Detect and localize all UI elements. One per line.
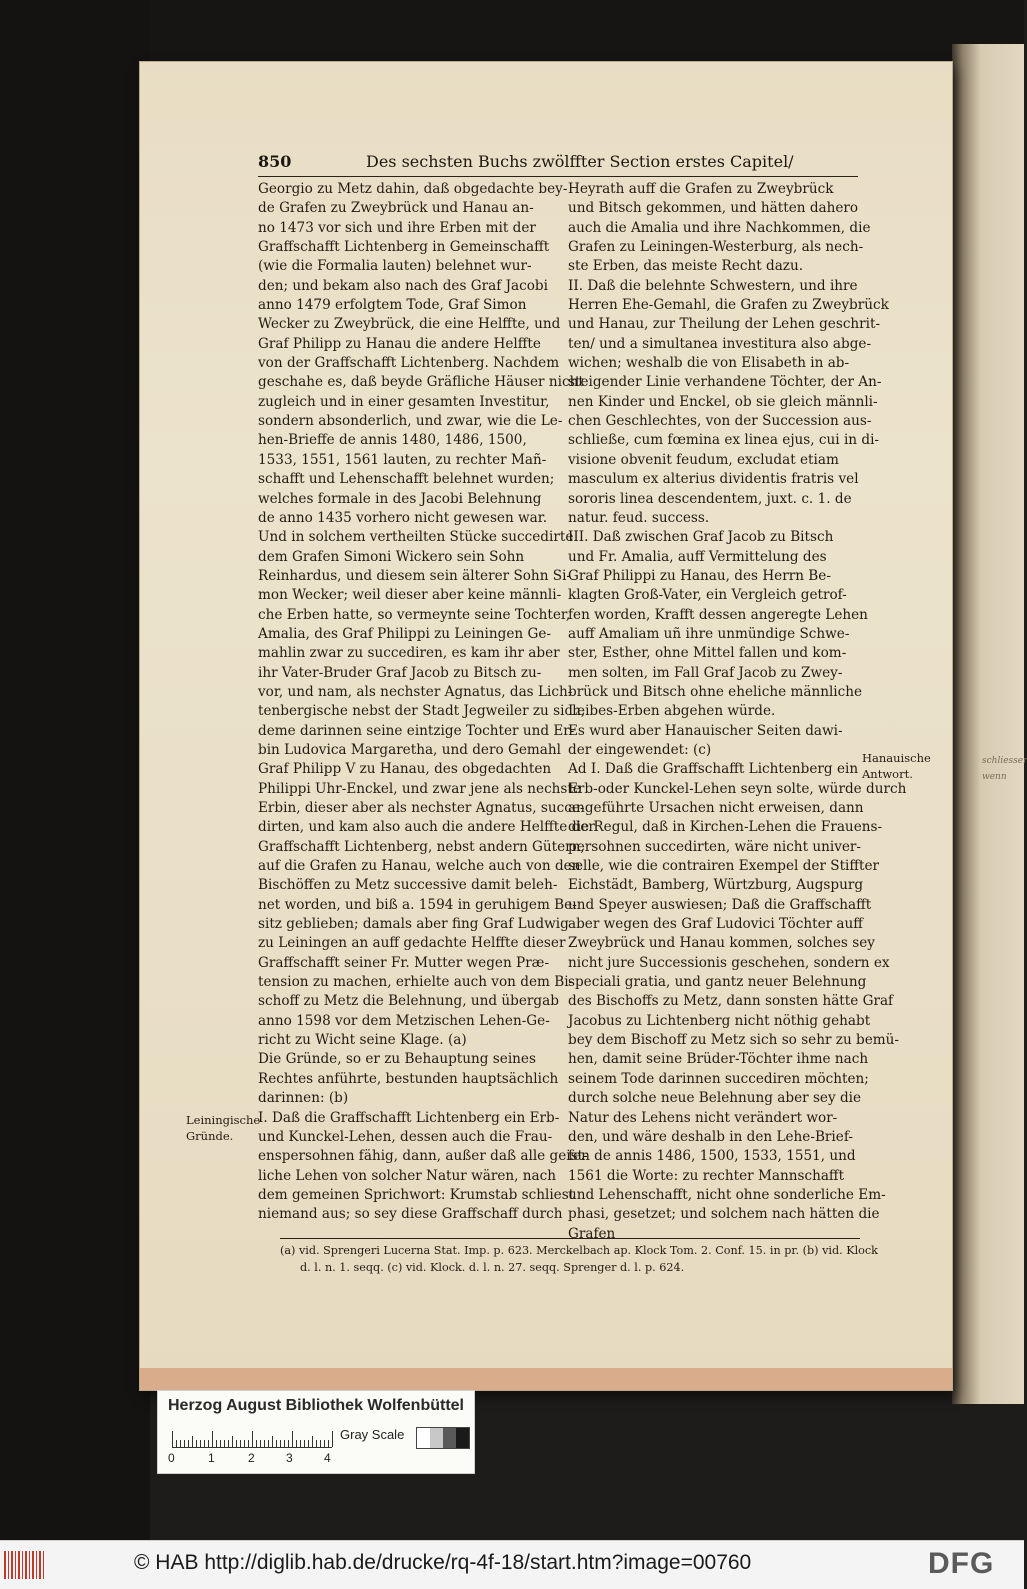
text-line: enspersohnen fähig, dann, außer daß alle geist-	[258, 1148, 588, 1165]
text-line: visione obvenit feudum, excludat etiam	[568, 451, 839, 468]
text-line: Leibes-Erben abgehen würde.	[568, 703, 776, 720]
text-line: welches formale in des Jacobi Belehnung	[258, 490, 542, 507]
text-line: Rechtes anführte, bestunden hauptsächlich	[258, 1070, 559, 1087]
text-line: anno 1598 vor dem Metzischen Lehen-Ge-	[258, 1012, 550, 1029]
text-line: Herren Ehe-Gemahl, die Grafen zu Zweybrück	[568, 297, 889, 314]
text-line: klagten Groß-Vater, ein Vergleich getrof-	[568, 587, 847, 604]
adjacent-page-fragment: schliesser	[982, 756, 1027, 766]
text-line: schafft und Lehenschafft belehnet wurden;	[258, 471, 555, 488]
dfg-logo: DFG	[928, 1547, 995, 1580]
ruler-tick	[236, 1440, 237, 1447]
text-line: niemand aus; so sey diese Graffschaff durch	[258, 1206, 563, 1223]
text-line: den, und wäre deshalb in den Lehe-Brief-	[568, 1128, 853, 1145]
text-line: auch die Amalia und ihre Nachkommen, die	[568, 219, 871, 236]
margin-note-line: Hanauische	[862, 751, 931, 765]
text-line: nicht jure Successionis geschehen, sondern ex	[568, 954, 890, 971]
text-line: zugleich und in einer gesamten Investitur,	[258, 393, 550, 410]
ruler-tick	[252, 1431, 253, 1447]
ruler-tick	[192, 1436, 193, 1447]
text-line: dem gemeinen Sprichwort: Krumstab schliest	[258, 1186, 575, 1203]
text-line: sondern absonderlich, und zwar, wie die Le-	[258, 413, 563, 430]
text-line: steigender Linie verhandene Töchter, der An-	[568, 374, 882, 391]
ruler-tick	[176, 1440, 177, 1447]
text-line: Heyrath auff die Grafen zu Zweybrück	[568, 181, 834, 197]
text-line: und Fr. Amalia, auff Vermittelung des	[568, 548, 827, 565]
margin-note-line: Antwort.	[862, 767, 913, 781]
text-line: anno 1479 erfolgtem Tode, Graf Simon	[258, 297, 527, 314]
text-line: mon Wecker; weil dieser aber keine männli-	[258, 587, 562, 604]
running-head	[258, 152, 858, 177]
footnotes	[280, 1238, 878, 1276]
text-line: masculum ex alterius dividentis fratris vel	[568, 471, 859, 488]
ruler-tick	[324, 1440, 325, 1447]
text-line: Philippi Uhr-Enckel, und zwar jene als nechste	[258, 780, 581, 797]
text-line: von der Graffschafft Lichtenberg. Nachdem	[258, 355, 560, 372]
text-line: de Grafen zu Zweybrück und Hanau an-	[258, 200, 534, 217]
text-line: richt zu Wicht seine Klage. (a)	[258, 1032, 467, 1049]
ruler-tick	[280, 1440, 281, 1447]
text-line: hen, damit seine Brüder-Töchter ihme nach	[568, 1051, 869, 1068]
text-line: und Hanau, zur Theilung der Lehen geschrit-	[568, 316, 881, 333]
text-line: phasi, gesetzet; und solchem nach hätten die	[568, 1206, 880, 1223]
text-line: bin Ludovica Margaretha, und dero Gemahl	[258, 741, 561, 758]
ruler-tick	[204, 1440, 205, 1447]
footnote-line: (a) vid. Sprengeri Lucerna Stat. Imp. p. 623. Merckelbach ap. Klock Tom. 2. Conf. 15. in pr. (b) vid. Klock	[280, 1244, 878, 1257]
ruler-number: 1	[208, 1451, 215, 1465]
text-line: Und in solchem vertheilten Stücke succedirte	[258, 529, 574, 546]
text-line: tension zu machen, erhielte auch von dem Bi-	[258, 974, 574, 991]
page-edge	[140, 1368, 952, 1390]
text-line: Graf Philippi zu Hanau, des Herrn Be-	[568, 567, 831, 584]
text-line: ster, Esther, ohne Mittel fallen und kom-	[568, 645, 847, 662]
color-target	[157, 1390, 475, 1474]
text-line: auff Amaliam uñ ihre unmündige Schwe-	[568, 625, 850, 642]
footnote-line: d. l. n. 1. seqq. (c) vid. Klock. d. l. n. 27. seqq. Sprenger d. l. p. 624.	[300, 1261, 685, 1274]
ruler-tick	[216, 1440, 217, 1447]
ruler-tick	[312, 1436, 313, 1447]
copyright-link[interactable]: © HAB http://diglib.hab.de/drucke/rq-4f-18/start.htm?image=00760	[134, 1551, 752, 1574]
ruler-tick	[224, 1440, 225, 1447]
ruler-tick	[320, 1440, 321, 1447]
text-line: Zweybrück und Hanau kommen, solches sey	[568, 935, 875, 952]
ruler-number: 0	[168, 1451, 175, 1465]
ruler-number: 2	[248, 1451, 255, 1465]
text-line: chen Geschlechtes, von der Succession aus-	[568, 413, 872, 430]
text-line: men solten, im Fall Graf Jacob zu Zwey-	[568, 664, 843, 681]
text-line: dirten, und kam also auch die andere Helffte der	[258, 819, 595, 836]
footer-bar	[0, 1540, 1024, 1589]
text-line: Georgio zu Metz dahin, daß obgedachte bey-	[258, 181, 568, 197]
text-line: Graffschafft Lichtenberg in Gemeinschafft	[258, 239, 550, 256]
text-line: ten/ und a simultanea investitura also abge-	[568, 335, 872, 352]
text-line: vor, und nam, als nechster Agnatus, das Lich-	[258, 683, 573, 700]
text-line: II. Daß die belehnte Schwestern, und ihre	[568, 277, 858, 294]
text-line: der eingewendet: (c)	[568, 741, 712, 758]
text-line: selle, wie die contrairen Exempel der Stiffter	[568, 858, 880, 875]
text-line: ste Erben, das meiste Recht dazu.	[568, 258, 804, 275]
text-line: natur. feud. success.	[568, 509, 710, 526]
adjacent-page	[952, 44, 1027, 1404]
book-page	[140, 62, 952, 1390]
text-line: mahlin zwar zu succediren, es kam ihr aber	[258, 645, 560, 662]
margin-note-line: Leiningische	[186, 1113, 261, 1127]
ruler-tick	[180, 1440, 181, 1447]
text-line: aber wegen des Graf Ludovici Töchter auff	[568, 916, 863, 933]
gray-swatch	[417, 1428, 430, 1448]
text-line: fen worden, Krafft dessen angeregte Lehen	[568, 606, 868, 623]
text-line: Eichstädt, Bamberg, Würtzburg, Augspurg	[568, 877, 864, 894]
ruler-tick	[248, 1440, 249, 1447]
left-column	[258, 180, 595, 1225]
text-line: speciali gratia, und gantz neuer Belehnung	[568, 974, 867, 991]
scale-ruler	[172, 1429, 332, 1448]
ruler-tick	[300, 1440, 301, 1447]
text-line: die Regul, daß in Kirchen-Lehen die Frauens-	[568, 819, 883, 836]
text-line: und Kunckel-Lehen, dessen auch die Frau-	[258, 1128, 553, 1145]
text-line: III. Daß zwischen Graf Jacob zu Bitsch	[568, 529, 834, 546]
scan-background-left	[0, 0, 150, 1540]
ruler-tick	[208, 1440, 209, 1447]
ruler-tick	[260, 1440, 261, 1447]
text-line: schoff zu Metz die Belehnung, und übergab	[258, 993, 559, 1010]
text-line: Bischöffen zu Metz successive damit beleh-	[258, 877, 558, 894]
ruler-tick	[332, 1431, 333, 1447]
text-line: Wecker zu Zweybrück, die eine Helffte, und	[258, 316, 561, 333]
text-line: persohnen succedirten, wäre nicht univer-	[568, 838, 862, 855]
hab-logo-icon	[4, 1551, 44, 1579]
margin-note-line: Gründe.	[186, 1129, 234, 1143]
ruler-tick	[304, 1440, 305, 1447]
text-line: 1561 die Worte: zu rechter Mannschafft	[568, 1167, 845, 1184]
adjacent-page-fragment: wenn	[982, 772, 1007, 782]
ruler-tick	[288, 1440, 289, 1447]
ruler-tick	[184, 1440, 185, 1447]
text-line: darinnen: (b)	[258, 1090, 349, 1107]
text-line: deme darinnen seine eintzige Tochter und Er-	[258, 722, 575, 739]
ruler-tick	[200, 1440, 201, 1447]
running-title: Des sechsten Buchs zwölffter Section erstes Capitel/	[366, 152, 794, 171]
text-line: wichen; weshalb die von Elisabeth in ab-	[568, 355, 850, 372]
text-line: no 1473 vor sich und ihre Erben mit der	[258, 219, 536, 236]
text-line: (wie die Formalia lauten) belehnet wur-	[258, 258, 532, 275]
ruler-tick	[276, 1440, 277, 1447]
text-line: des Bischoffs zu Metz, dann sonsten hätte Graf	[568, 993, 894, 1010]
gray-swatch	[430, 1428, 443, 1448]
text-line: che Erben hatte, so vermeynte seine Tochter,	[258, 606, 571, 623]
ruler-tick	[284, 1440, 285, 1447]
ruler-tick	[268, 1440, 269, 1447]
ruler-tick	[232, 1436, 233, 1447]
ruler-number: 3	[286, 1451, 293, 1465]
scan-background-top	[0, 0, 1024, 66]
text-line: Jacobus zu Lichtenberg nicht nöthig gehabt	[568, 1012, 871, 1029]
ruler-tick	[328, 1440, 329, 1447]
text-line: sororis linea descendentem, juxt. c. 1. de	[568, 490, 852, 507]
text-line: Erbin, dieser aber als nechster Agnatus, succe-	[258, 800, 585, 816]
text-line: de anno 1435 vorhero nicht gewesen war.	[258, 509, 548, 526]
text-line: Grafen	[568, 1225, 616, 1242]
text-line: brück und Bitsch ohne eheliche männliche	[568, 683, 863, 700]
ruler-tick	[172, 1431, 173, 1447]
gray-swatch	[456, 1428, 469, 1448]
ruler-tick	[256, 1440, 257, 1447]
text-line: schließe, cum fœmina ex linea ejus, cui in di-	[568, 432, 880, 449]
text-line: den; und bekam also nach des Graf Jacobi	[258, 277, 548, 294]
ruler-tick	[264, 1440, 265, 1447]
text-line: Graffschafft Lichtenberg, nebst andern Gütern,	[258, 838, 585, 855]
ruler-tick	[228, 1440, 229, 1447]
ruler-tick	[196, 1440, 197, 1447]
gray-scale-label: Gray Scale	[340, 1427, 405, 1442]
margin-note-left	[186, 1112, 260, 1144]
text-line: Erb-oder Kunckel-Lehen seyn solte, würde durch	[568, 780, 907, 797]
text-line: und Speyer auswiesen; Daß die Graffschafft	[568, 896, 872, 913]
text-line: geschahe es, daß beyde Gräfliche Häuser nicht	[258, 374, 584, 391]
text-line: zu Leiningen an auff gedachte Helffte dieser	[258, 935, 566, 952]
gray-scale-swatches	[416, 1427, 470, 1449]
text-line: Grafen zu Leiningen-Westerburg, als nech-	[568, 239, 864, 256]
ruler-tick	[212, 1431, 213, 1447]
ruler-tick	[240, 1440, 241, 1447]
text-line: Natur des Lehens nicht verändert wor-	[568, 1109, 838, 1126]
text-line: Es wurd aber Hanauischer Seiten dawi-	[568, 722, 843, 739]
text-line: ihr Vater-Bruder Graf Jacob zu Bitsch zu-	[258, 664, 542, 681]
text-line: 1533, 1551, 1561 lauten, zu rechter Mañ-	[258, 451, 547, 468]
text-line: Graf Philipp zu Hanau die andere Helffte	[258, 335, 541, 352]
text-line: Die Gründe, so er zu Behauptung seines	[258, 1051, 536, 1068]
text-line: Graffschafft seiner Fr. Mutter wegen Præ-	[258, 954, 550, 971]
ruler-tick	[244, 1440, 245, 1447]
text-line: und Lehenschafft, nicht ohne sonderliche Em-	[568, 1186, 886, 1203]
ruler-number: 4	[324, 1451, 331, 1465]
text-line: tenbergische nebst der Stadt Jegweiler zu sich,	[258, 703, 586, 720]
ruler-tick	[272, 1436, 273, 1447]
ruler-tick	[220, 1440, 221, 1447]
ruler-tick	[188, 1440, 189, 1447]
text-line: sitz geblieben; damals aber fing Graf Ludwig	[258, 916, 569, 933]
text-line: Reinhardus, und diesem sein älterer Sohn Si-	[258, 567, 572, 584]
ruler-tick	[308, 1440, 309, 1447]
margin-note-right	[862, 750, 931, 782]
text-line: Ad I. Daß die Graffschafft Lichtenberg ein	[568, 761, 859, 778]
text-line: auf die Grafen zu Hanau, welche auch von den	[258, 858, 581, 875]
text-line: fen de annis 1486, 1500, 1533, 1551, und	[568, 1148, 856, 1165]
ruler-tick	[316, 1440, 317, 1447]
text-line: seinem Tode darinnen succediren möchten;	[568, 1070, 869, 1087]
gray-swatch	[443, 1428, 456, 1448]
text-line: und Bitsch gekommen, und hätten dahero	[568, 200, 859, 217]
ruler-tick	[296, 1440, 297, 1447]
ruler-tick	[292, 1431, 293, 1447]
page-number: 850	[258, 152, 292, 171]
text-line: I. Daß die Graffschafft Lichtenberg ein Erb-	[258, 1109, 560, 1126]
text-line: hen-Brieffe de annis 1480, 1486, 1500,	[258, 432, 527, 449]
text-line: liche Lehen von solcher Natur wären, nach	[258, 1167, 557, 1184]
text-line: Amalia, des Graf Philippi zu Leiningen Ge-	[258, 625, 551, 642]
text-line: dem Grafen Simoni Wickero sein Sohn	[258, 548, 525, 565]
text-line: Graf Philipp V zu Hanau, des obgedachten	[258, 761, 552, 778]
text-line: net worden, und biß a. 1594 in geruhigem Be-	[258, 896, 577, 913]
library-name: Herzog August Bibliothek Wolfenbüttel	[168, 1397, 464, 1414]
text-line: durch solche neue Belehnung aber sey die	[568, 1090, 862, 1107]
text-line: angeführte Ursachen nicht erweisen, dann	[568, 800, 864, 816]
text-line: nen Kinder und Enckel, ob sie gleich männli-	[568, 393, 878, 410]
text-line: bey dem Bischoff zu Metz sich so sehr zu bemü-	[568, 1032, 900, 1049]
